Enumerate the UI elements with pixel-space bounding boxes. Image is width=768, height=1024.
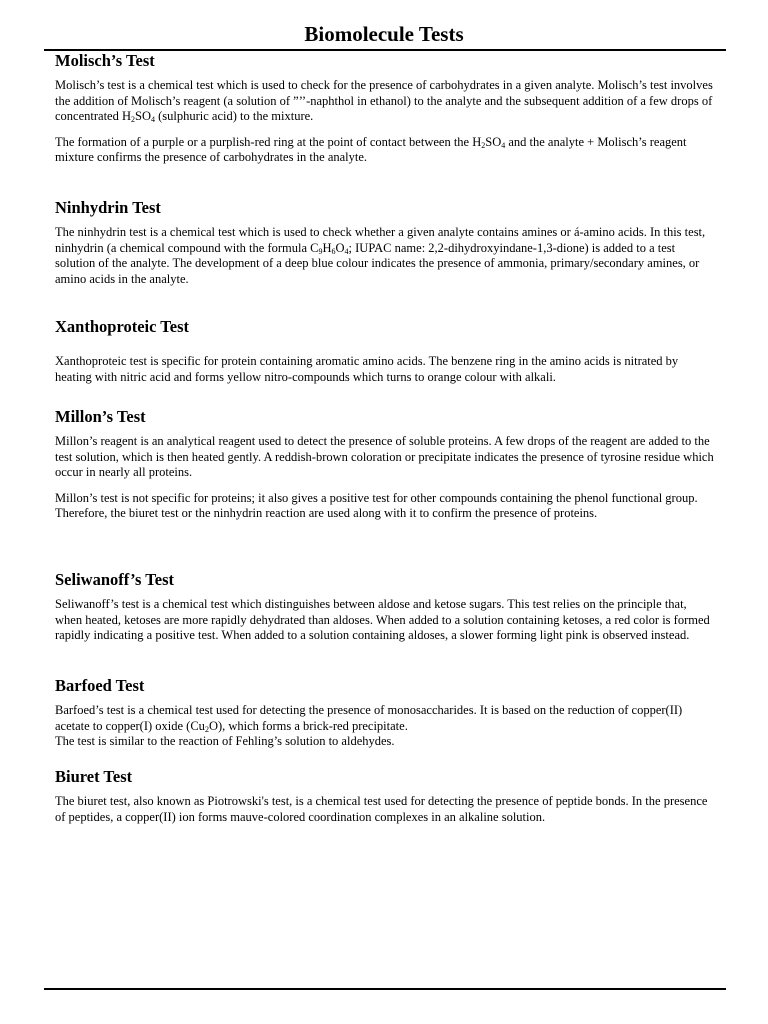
section-biuret xyxy=(55,766,715,825)
section-ninhydrin xyxy=(55,197,715,287)
section-heading: Millon’s Test xyxy=(55,407,146,426)
section-molisch xyxy=(55,50,715,166)
section-paragraph: Millon’s reagent is an analytical reagent used to detect the presence of soluble proteins. A few drops of the reagent are added to the test solution, which is then heated gently. A reddish-brown coloration or precipitate indicates the presence of tyrosine residue which occur in nearly all proteins. xyxy=(55,434,714,479)
section-paragraph: The ninhydrin test is a chemical test which is used to check whether a given analyte contains amines or á-amino acids. In this test, ninhydrin (a chemical compound with the formula $C_9H_6O_4$; IUPAC name: 2,2-dihydroxyindane-1,3-dione) is added to a test solution of the analyte. The development of a deep blue colour indicates the presence of ammonia, primary/secondary amines, or amino acids in the analyte. xyxy=(55,225,706,286)
section-heading: Biuret Test xyxy=(55,767,133,786)
section-paragraph: Millon’s test is not specific for proteins; it also gives a positive test for other compounds containing the phenol functional group. Therefore, the biuret test or the ninhydrin reaction are used along with it to confirm the presence of proteins. xyxy=(55,490,698,520)
bottom-divider xyxy=(44,988,726,990)
section-paragraph: Xanthoproteic test is specific for protein containing aromatic amino acids. The benzene ring in the amino acids is nitrated by heating with nitric acid and forms yellow nitro-compounds which turns to orange colour with alkali. xyxy=(55,354,679,384)
section-paragraph: Seliwanoff’s test is a chemical test which distinguishes between aldose and ketose sugars. This test relies on the principle that, when heated, ketoses are more rapidly dehydrated than aldoses. When added to a solution containing ketoses, a red color is formed rapidly indicating a positive test. When added to a solution containing aldoses, a slower forming light pink is observed instead. xyxy=(55,597,710,642)
section-seliwanoff xyxy=(55,569,715,644)
section-xanthoproteic xyxy=(55,316,715,385)
section-paragraph: The formation of a purple or a purplish-red ring at the point of contact between the $H_2SO_4$ and the analyte + Molisch’s reagent mixture confirms the presence of carbohydrates in the analyte. xyxy=(55,134,687,164)
section-millon xyxy=(55,406,715,522)
section-heading: Ninhydrin Test xyxy=(55,198,161,217)
section-barfoed xyxy=(55,675,715,750)
section-paragraph: Molisch’s test is a chemical test which is used to check for the presence of carbohydrates in a given analyte. Molisch’s test involves the addition of Molisch’s reagent (a solution of ”’’-naphthol in ethanol) to the analyte and the subsequent addition of a few drops of concentrated $H_2SO_4$ (sulphuric acid) to the mixture. xyxy=(55,78,713,124)
section-heading: Seliwanoff’s Test xyxy=(55,570,175,589)
page-title: Biomolecule Tests xyxy=(304,22,464,46)
section-heading: Barfoed Test xyxy=(55,676,145,695)
section-heading: Xanthoproteic Test xyxy=(55,317,189,336)
section-heading: Molisch’s Test xyxy=(55,51,155,70)
section-paragraph: Barfoed’s test is a chemical test used for detecting the presence of monosaccharides. It is based on the reduction of copper(II) acetate to copper(I) oxide $(Cu_2O)$, which forms a brick-red precipitate. The test is similar to the reaction of Fehling’s solution to aldehydes. xyxy=(55,703,683,748)
section-paragraph: The biuret test, also known as Piotrowski's test, is a chemical test used for detecting the presence of peptide bonds. In the presence of peptides, a copper(II) ion forms mauve-colored coordination complexes in an alkaline solution. xyxy=(55,794,708,824)
